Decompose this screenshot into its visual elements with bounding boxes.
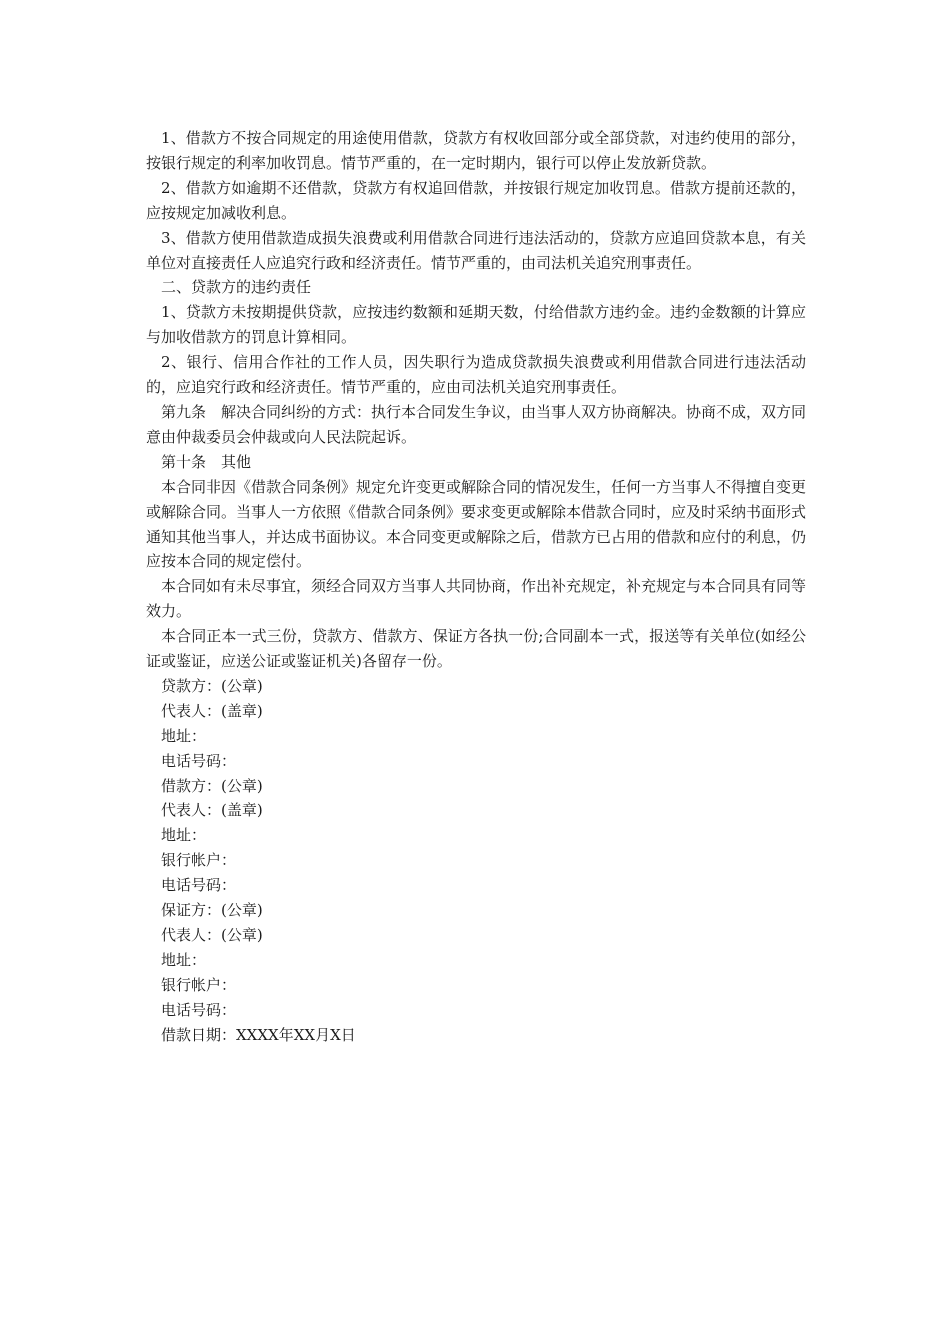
article-ten-heading: 第十条 其他 [161,452,252,471]
clause-supplement: 本合同如有未尽事宜，须经合同双方当事人共同协商，作出补充规定，补充规定与本合同具有同等效力。 [146,577,807,621]
signature-block [146,674,806,1048]
article-nine-dispute: 第九条 解决合同纠纷的方式：执行本合同发生争议，由当事人双方协商解决。协商不成，双方同意由仲裁委员会仲裁或向人民法院起诉。 [146,402,807,446]
guarantor-phone-line: 电话号码： [161,1000,237,1019]
contract-text [146,126,806,1048]
clause-borrower-illegal: 3、借款方使用借款造成损失浪费或利用借款合同进行违法活动的，贷款方应追回贷款本息，有关单位对直接责任人应追究行政和经济责任。情节严重的，由司法机关追究刑事责任。 [146,228,806,272]
guarantor-representative-line: 代表人：(公章) [161,926,263,944]
guarantor-address-line: 地址： [161,950,207,969]
lender-representative-line: 代表人：(盖章) [161,701,263,720]
clause-copies: 本合同正本一式三份，贷款方、借款方、保证方各执一份;合同副本一式，报送等有关单位(如经公证或鉴证，应送公证或鉴证机关)各留存一份。 [146,627,806,671]
lender-line: 贷款方：(公章) [161,676,263,695]
clause-modification: 本合同非因《借款合同条例》规定允许变更或解除合同的情况发生，任何一方当事人不得擅自变更或解除合同。当事人一方依照《借款合同条例》要求变更或解除本借款合同时，应及时采纳书面形式通知其他当事人，并达成书面协议。本合同变更或解除之后，借款方已占用的借款和应付的利息，仍应按本合同的规定偿付。 [146,477,807,571]
clause-borrower-misuse: 1、借款方不按合同规定的用途使用借款，贷款方有权收回部分或全部贷款，对违约使用的部分，按银行规定的利率加收罚息。情节严重的，在一定时期内，银行可以停止发放新贷款。 [146,129,806,172]
guarantor-bank-account-line: 银行帐户： [161,975,237,994]
lender-address-line: 地址： [161,726,207,745]
borrower-address-line: 地址： [161,826,207,845]
lender-phone-line: 电话号码： [161,751,237,770]
borrower-line: 借款方：(公章) [161,776,263,795]
section-heading-lender-liability: 二、贷款方的违约责任 [161,278,312,297]
loan-date-line: 借款日期：XXXX年XX月X日 [161,1025,356,1044]
borrower-bank-account-line: 银行帐户： [161,851,237,870]
borrower-representative-line: 代表人：(盖章) [161,801,263,820]
guarantor-line: 保证方：(公章) [161,901,263,920]
clause-lender-late: 1、贷款方未按期提供贷款，应按违约数额和延期天数，付给借款方违约金。违约金数额的计算应与加收借款方的罚息计算相同。 [146,303,806,347]
borrower-phone-line: 电话号码： [161,876,237,895]
clause-borrower-overdue: 2、借款方如逾期不还借款，贷款方有权追回借款，并按银行规定加收罚息。借款方提前还款的，应按规定加减收利息。 [146,178,806,222]
clause-lender-staff: 2、银行、信用合作社的工作人员，因失职行为造成贷款损失浪费或利用借款合同进行违法活动的，应追究行政和经济责任。情节严重的，应由司法机关追究刑事责任。 [146,353,806,397]
